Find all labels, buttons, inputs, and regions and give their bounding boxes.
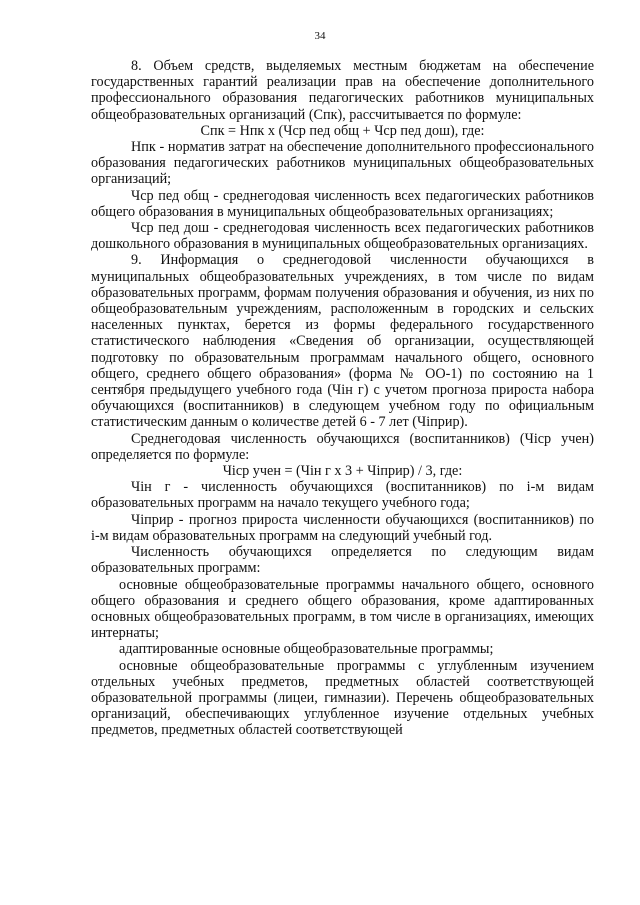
paragraph-program-types: Численность обучающихся определяется по следующим видам образовательных программ: bbox=[91, 544, 594, 577]
definition-chiprir: Чiприр - прогноз прироста численности обучающихся (воспитанников) по i-м видам образовательных программ на следующий учебный год. bbox=[91, 511, 594, 544]
page-number: 34 bbox=[314, 30, 326, 42]
definition-chin-g: Чiн г - численность обучающихся (воспитанников) по i-м видам образовательных программ на начало текущего учебного года; bbox=[91, 479, 594, 512]
list-item-basic-programs: основные общеобразовательные программы начального общего, основного общего образования и среднего общего образования, кроме адаптированных основных общеобразовательных программ, в том числе в организациях, имеющих интернаты; bbox=[91, 576, 594, 642]
paragraph-8-intro: 8. Объем средств, выделяемых местным бюджетам на обеспечение государственных гарантий реализации прав на обеспечение дополнительного профессионального образования педагогических работников муниципальных общеобразовательных организаций (Спк), рассчитывается по формуле: bbox=[91, 58, 594, 123]
definition-chsr-ped-obsh: Чср пед общ - среднегодовая численность всех педагогических работников общего образования в муниципальных общеобразовательных организациях; bbox=[91, 187, 594, 220]
formula-spk: Спк = Нпк х (Чср пед общ + Чср пед дош), где: bbox=[200, 122, 485, 139]
paragraph-average-count: Среднегодовая численность обучающихся (воспитанников) (Чiср учен) определяется по формуле: bbox=[91, 430, 594, 463]
definition-npk: Нпк - норматив затрат на обеспечение дополнительного профессионального образования педагогических работников муниципальных общеобразовательных организаций; bbox=[91, 139, 594, 188]
paragraph-9: 9. Информация о среднегодовой численности обучающихся в муниципальных общеобразовательных учреждениях, в том числе по видам образовательных программ, формам получения образования и обучения, из них по общеобразовательным учреждениям, расположенным в городских и сельских населенных пунктах, берется из формы федерального государственного статистического наблюдения «Сведения об организации, осуществляющей подготовку по образовательным программам начального общего, основного общего, среднего общего образования» (форма № ОО-1) по состоянию на 1 сентября предыдущего учебного года (Чiн г) с учетом прогноза прироста набора обучающихся (воспитанников) в следующем учебном году по официальным статистическим данным о количестве детей 6 - 7 лет (Чiприр). bbox=[91, 252, 594, 431]
definition-chsr-ped-dosh: Чср пед дош - среднегодовая численность всех педагогических работников дошкольного образования в муниципальных общеобразовательных организациях. bbox=[91, 220, 594, 253]
list-item-adapted-programs: адаптированные основные общеобразовательные программы; bbox=[119, 641, 494, 658]
list-item-advanced-programs: основные общеобразовательные программы с углубленным изучением отдельных учебных предметов, предметных областей соответствующей образовательной программы (лицеи, гимназии). Перечень общеобразовательных организаций, обеспечивающих углубленное изучение отдельных учебных предметов, предметных областей соответствующей bbox=[91, 657, 594, 739]
formula-chisr-uchen: Чiср учен = (Чiн г х 3 + Чiприр) / 3, где: bbox=[222, 463, 463, 480]
document-body bbox=[91, 58, 594, 739]
